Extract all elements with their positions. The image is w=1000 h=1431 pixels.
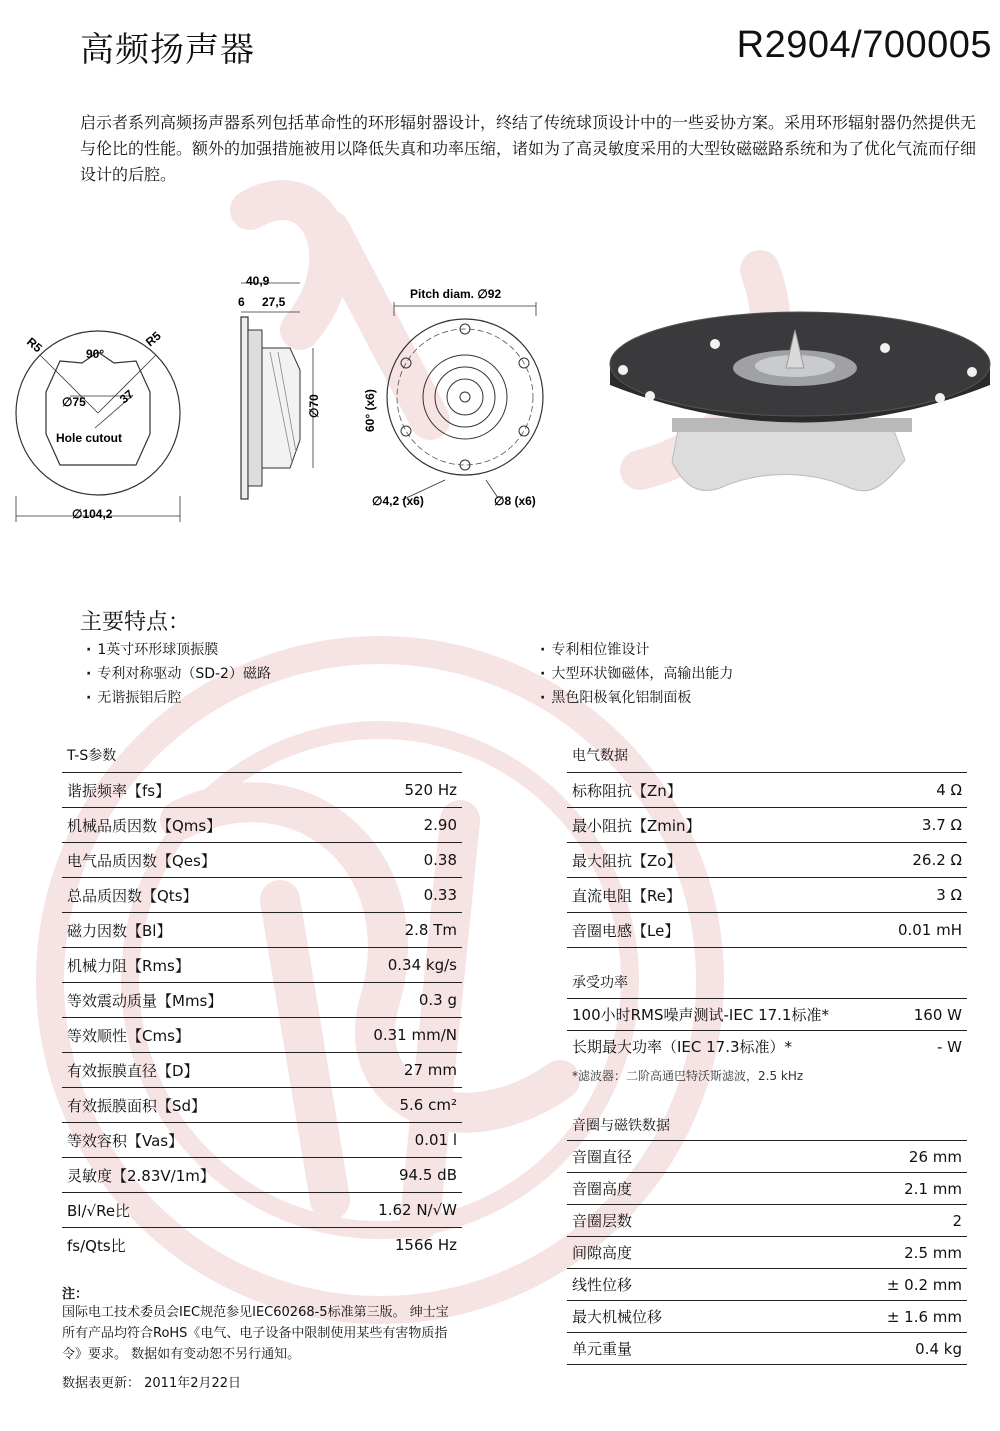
spec-key: Bl/√Re比 [62,1193,317,1228]
spec-row [62,983,462,1018]
spec-value: 2 [783,1205,967,1237]
spec-value: 160 W [895,999,967,1031]
tweeter-photo [610,312,990,491]
spec-key: 等效容积【Vas】 [62,1123,317,1158]
ts-section-label: T-S参数 [67,748,117,764]
spec-key: 直流电阻【Re】 [567,878,828,913]
spec-row [62,1228,462,1263]
feature-item: · 专利相位锥设计 [540,638,733,662]
spec-row [567,1031,967,1063]
spec-value: 2.90 [317,808,462,843]
features-title: 主要特点： [80,610,191,635]
spec-row [567,1141,967,1173]
spec-row [567,1237,967,1269]
coil-table [567,1140,967,1365]
intro-paragraph: 启示者系列高频扬声器系列包括革命性的环形辐射器设计，终结了传统球顶设计中的一些妥协方案。采用环形辐射器仍然提供无与伦比的性能。额外的加强措施被用以降低失真和功率压缩，诸如为了高灵敏度采用的大型钕磁磁路系统和为了优化气流而仔细设计的后腔。 [80,113,977,184]
spec-row [62,948,462,983]
spec-value: 2.1 mm [783,1173,967,1205]
angle60-label: 60° (x6) [363,389,377,432]
spec-row [62,1053,462,1088]
spec-value: 94.5 dB [317,1158,462,1193]
spec-key: fs/Qts比 [62,1228,317,1263]
electrical-table [567,772,967,948]
spec-key: 有效振膜面积【Sd】 [62,1088,317,1123]
spec-row [62,878,462,913]
spec-row [62,808,462,843]
filter-note: *滤波器：二阶高通巴特沃斯滤波，2.5 kHz [572,1069,804,1083]
side-drawing [238,274,321,499]
spec-key: 有效振膜直径【D】 [62,1053,317,1088]
spec-row [62,913,462,948]
spec-key: 标称阻抗【Zn】 [567,773,828,808]
features-left [86,638,271,710]
page-title: 高频扬声器 [80,30,255,70]
features-right [540,638,733,710]
spec-value: 0.34 kg/s [317,948,462,983]
hole-cutout-drawing [16,329,180,522]
spec-value: 5.6 cm² [317,1088,462,1123]
spec-row [62,1123,462,1158]
d70-label: ∅70 [307,394,321,418]
feature-item: · 大型环状铷磁体，高输出能力 [540,662,733,686]
spec-key: 等效顺性【Cms】 [62,1018,317,1053]
technical-drawings [0,265,1000,555]
feature-item: · 无谐振铝后腔 [86,686,271,710]
spec-value: ± 1.6 mm [783,1301,967,1333]
spec-row [567,773,967,808]
spec-key: 总品质因数【Qts】 [62,878,317,913]
feature-item: · 黑色阳极氧化铝制面板 [540,686,733,710]
spec-row [567,1205,967,1237]
angle-90-label: 90° [86,347,105,361]
spec-row [567,1301,967,1333]
front-drawing [363,287,543,508]
spec-value: 3.7 Ω [828,808,967,843]
spec-value: 3 Ω [828,878,967,913]
w27-5-label: 27,5 [262,295,286,309]
spec-key: 等效震动质量【Mms】 [62,983,317,1018]
spec-row [62,1018,462,1053]
d75-label: ∅75 [62,395,86,409]
spec-row [567,999,967,1031]
electrical-section-label: 电气数据 [572,748,628,764]
spec-row [62,843,462,878]
spec-value: 0.38 [317,843,462,878]
spec-key: 最大机械位移 [567,1301,783,1333]
power-table [567,998,967,1063]
spec-value: ± 0.2 mm [783,1269,967,1301]
spec-row [62,1193,462,1228]
update-date: 数据表更新： 2011年2月22日 [62,1376,242,1391]
coil-section-label: 音圈与磁铁数据 [572,1118,670,1134]
spec-value: 0.31 mm/N [317,1018,462,1053]
spec-key: 音圈高度 [567,1173,783,1205]
spec-key: 音圈层数 [567,1205,783,1237]
spec-key: 单元重量 [567,1333,783,1365]
spec-key: 音圈直径 [567,1141,783,1173]
r5-right-label: R5 [142,328,164,350]
notes-heading: 注： [62,1287,89,1302]
spec-row [567,1333,967,1365]
hole-4-2-label: ∅4,2 (x6) [372,494,424,508]
spec-row [62,773,462,808]
w40-9-label: 40,9 [246,274,270,288]
hole-cutout-label: Hole cutout [56,431,122,445]
pitch-diam-label: Pitch diam. ∅92 [410,287,502,301]
hole-8-label: ∅8 (x6) [494,494,536,508]
ts-table [62,772,462,1263]
spec-row [62,1088,462,1123]
spec-key: 长期最大功率（IEC 17.3标准）* [567,1031,895,1063]
spec-value: 26 mm [783,1141,967,1173]
spec-row [567,913,967,948]
spec-key: 线性位移 [567,1269,783,1301]
feature-item: · 专利对称驱动（SD-2）磁路 [86,662,271,686]
spec-key: 间隙高度 [567,1237,783,1269]
spec-key: 电气品质因数【Qes】 [62,843,317,878]
power-section-label: 承受功率 [572,975,628,991]
spec-value: 2.5 mm [783,1237,967,1269]
spec-value: 2.8 Tm [317,913,462,948]
spec-value: 26.2 Ω [828,843,967,878]
spec-value: 0.33 [317,878,462,913]
spec-value: 520 Hz [317,773,462,808]
spec-value: 1.62 N/√W [317,1193,462,1228]
spec-key: 最小阻抗【Zmin】 [567,808,828,843]
spec-row [567,1173,967,1205]
w6-label: 6 [238,295,245,309]
spec-key: 100小时RMS噪声测试-IEC 17.1标准* [567,999,895,1031]
spec-row [62,1158,462,1193]
spec-key: 灵敏度【2.83V/1m】 [62,1158,317,1193]
spec-key: 机械品质因数【Qms】 [62,808,317,843]
spec-key: 磁力因数【Bl】 [62,913,317,948]
r5-left-label: R5 [24,334,45,356]
spec-value: 0.4 kg [783,1333,967,1365]
spec-value: 0.3 g [317,983,462,1018]
spec-value: - W [895,1031,967,1063]
spec-key: 音圈电感【Le】 [567,913,828,948]
spec-key: 谐振频率【fs】 [62,773,317,808]
spec-key: 机械力阻【Rms】 [62,948,317,983]
spec-value: 1566 Hz [317,1228,462,1263]
product-code: R2904/700005 [736,24,992,66]
d104-label: ∅104,2 [72,507,113,521]
spec-value: 4 Ω [828,773,967,808]
feature-item: · 1英寸环形球顶振膜 [86,638,271,662]
spec-value: 27 mm [317,1053,462,1088]
d37-label: 37 [116,386,137,407]
spec-row [567,1269,967,1301]
spec-value: 0.01 mH [828,913,967,948]
spec-row [567,808,967,843]
spec-row [567,843,967,878]
spec-value: 0.01 l [317,1123,462,1158]
spec-row [567,878,967,913]
spec-key: 最大阻抗【Zo】 [567,843,828,878]
notes-text: 国际电工技术委员会IEC规范参见IEC60268-5标准第三版。 绅士宝所有产品均符合RoHS《电气、电子设备中限制使用某些有害物质指令》要求。 数据如有变动恕不另行通知。 [62,1305,449,1362]
